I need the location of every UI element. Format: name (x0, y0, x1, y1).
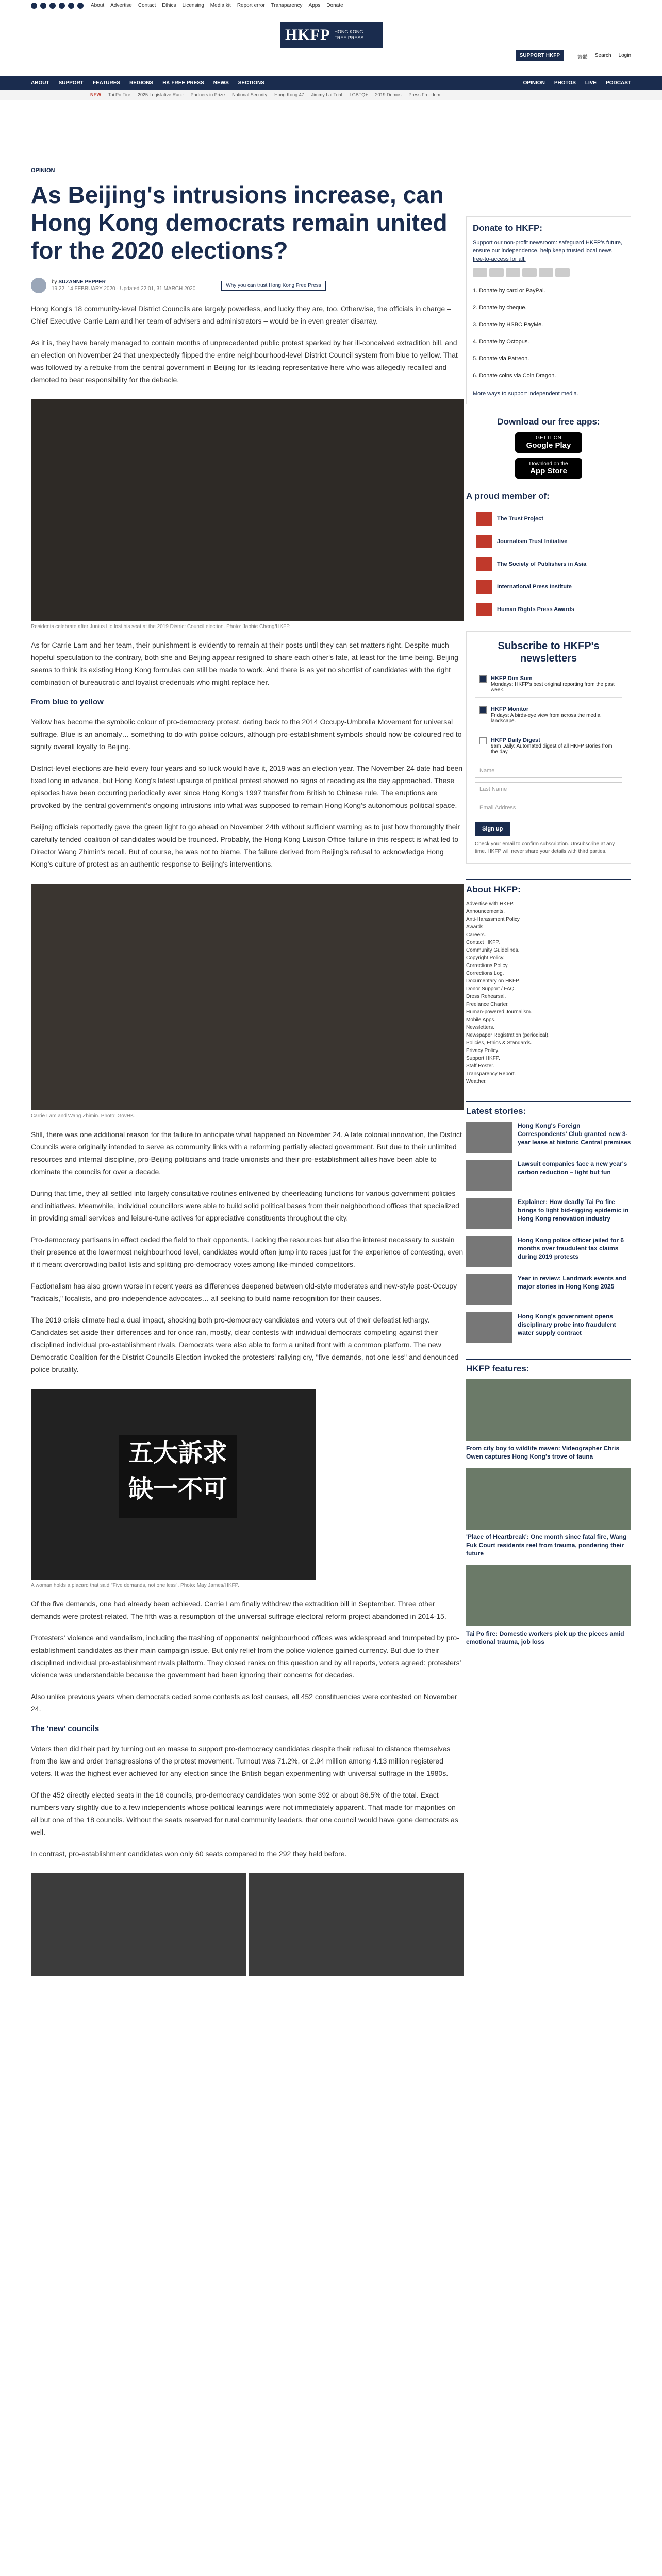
language-link[interactable]: 繁體 (577, 55, 588, 60)
ticker-item[interactable]: National Security (232, 92, 268, 97)
gplay-small: GET IT ON (536, 435, 561, 441)
about-link[interactable]: Advertise with HKFP. (466, 901, 515, 907)
donate-methods (473, 282, 624, 384)
top-link[interactable]: Apps (308, 3, 321, 8)
article-body (31, 302, 464, 1976)
about-link[interactable]: Human-powered Journalism. (466, 1009, 532, 1015)
about-link[interactable]: Support HKFP. (466, 1056, 500, 1061)
feature-image[interactable] (466, 1468, 631, 1530)
sidebar (466, 216, 631, 1653)
image-caption: Carrie Lam and Wang Zhimin. Photo: GovHK. (31, 1113, 136, 1119)
latest-title: Latest stories: (466, 1101, 631, 1116)
member-logo[interactable] (476, 553, 631, 575)
section-label[interactable]: OPINION (31, 165, 464, 174)
paypal-icon (522, 268, 537, 277)
paragraph: Of the five demands, one had already been achieved. Carrie Lam finally withdrew the extradition bill in September. Three other demands were protest-related. The fifth was a resumption of the universal suffrage electoral reform project abandoned in 2014-15. (31, 1600, 446, 1620)
apps-box (466, 417, 631, 479)
site-header (0, 11, 662, 73)
donate-method[interactable]: 3. Donate by HSBC PayMe. (473, 316, 624, 333)
features-box (466, 1359, 631, 1646)
ticker-item[interactable]: 2019 Demos (375, 92, 402, 97)
nav-item[interactable]: SUPPORT (58, 80, 84, 86)
about-link[interactable]: Careers. (466, 932, 486, 938)
newsletter-option[interactable] (475, 733, 622, 759)
payment-icons (473, 268, 624, 277)
story-item[interactable] (466, 1312, 631, 1343)
about-link[interactable]: Transparency Report. (466, 1071, 516, 1077)
checkbox-checked-icon[interactable] (479, 706, 487, 714)
about-link[interactable]: Contact HKFP. (466, 940, 500, 945)
article-image (31, 1389, 316, 1580)
story-thumbnail[interactable] (466, 1312, 512, 1343)
story-title[interactable]: Hong Kong's government opens disciplinary probe into fraudulent water supply contract (518, 1313, 616, 1336)
nav-item[interactable]: LIVE (585, 80, 597, 86)
last-name-field[interactable]: Last Name (475, 782, 622, 796)
top-link[interactable]: Donate (326, 3, 343, 8)
nav-item[interactable]: PODCAST (606, 80, 631, 86)
newsletter-option[interactable] (475, 671, 622, 698)
ticker-item[interactable]: Tai Po Fire (108, 92, 131, 97)
story-thumbnail[interactable] (466, 1160, 512, 1191)
author-name[interactable]: SUZANNE PEPPER (58, 279, 106, 285)
top-link[interactable]: Transparency (271, 3, 303, 8)
placard-text: 五大訴求 缺一不可 (119, 1435, 237, 1518)
nav-item[interactable]: REGIONS (129, 80, 154, 86)
donate-method[interactable]: 2. Donate by cheque. (473, 299, 624, 316)
member-icon (476, 512, 492, 526)
feature-item[interactable] (466, 1565, 631, 1646)
applepay-icon (539, 268, 553, 277)
feature-image[interactable] (466, 1565, 631, 1626)
topic-ticker (0, 90, 662, 100)
social-icons (31, 3, 84, 9)
donate-box (466, 216, 631, 404)
paragraph: As for Carrie Lam and her team, their punishment is evidently to remain at their posts until they can set matters right. Despite much hopeful speculation to the contrary, both she and Beijing appear resigned to share each other's fate, at least for the time being. Beijing seems to think its existing Hong Kong formulas can still be made to work. And there is as yet no shortlist of candidates with the right combination of bureaucratic and loyalist credentials who might replace her. (31, 641, 458, 686)
ticker-new-label: NEW (90, 92, 101, 97)
paragraph: In contrast, pro-establishment candidates won only 60 seats compared to the 292 they held before. (31, 1850, 347, 1858)
about-link[interactable]: Announcements. (466, 909, 505, 914)
member-logo[interactable] (476, 530, 631, 553)
story-thumbnail[interactable] (466, 1198, 512, 1229)
latest-stories (466, 1101, 631, 1343)
member-logo[interactable] (476, 507, 631, 530)
paragraph: Still, there was one additional reason for the failure to anticipate what happened on November 24. A late colonial innovation, the District Councils were originally intended to serve as community links with a reforming partially elected government. But due to their unlimited resources and internal discipline, pro-Beijing politicians and trade unionists and their pro-establishment allies have been able to dominate the councils for over a decade. (31, 1130, 462, 1176)
mastercard-icon (489, 268, 504, 277)
twitter-icon[interactable] (31, 3, 37, 9)
about-link[interactable]: Privacy Policy. (466, 1048, 500, 1054)
appstore-small: Download on the (529, 461, 568, 467)
about-link[interactable]: Corrections Log. (466, 971, 504, 976)
instagram-icon[interactable] (49, 3, 56, 9)
google-play-button[interactable] (515, 432, 582, 453)
feature-title[interactable]: From city boy to wildlife maven: Videographer Chris Owen captures Hong Kong's trove of fauna (466, 1445, 620, 1460)
paragraph: The 2019 crisis climate had a dual impact, shocking both pro-democracy candidates and voters out of their defeatist lethargy. Candidates set aside their differences and for once ran, mostly, clear contests with individual democrats competing against their disciplined individual pro-establishment rivals. Democrats were also able to form a united front with a common platform. The new Democratic Coalition for the District Councils Election invoked the protesters' rallying cry, "five demands, not one less" and denounced police brutality. (31, 1316, 459, 1374)
donate-more-link[interactable]: More ways to support independent media. (473, 391, 578, 397)
story-title[interactable]: Lawsuit companies face a new year's carbon reduction – light but fun (518, 1160, 627, 1176)
member-logo[interactable] (476, 598, 631, 621)
author-avatar (31, 278, 46, 293)
paragraph: District-level elections are held every four years and so luck would have it, 2019 was an election year. The November 24 date had been fixed long in advance, but Hong Kong's latest upsurge of political protest showed no signs of receding as the day approached. These episodes have been occurring periodically ever since Hong Kong's 1997 transfer from British to Chinese rule. The eruptions are provoked by the central government's ongoing intrusions into what was supposed to remain Hong Kong's autonomous political space. (31, 764, 463, 809)
story-title[interactable]: Hong Kong police officer jailed for 6 months over fraudulent tax claims during 2019 protests (518, 1236, 624, 1260)
rss-icon[interactable] (77, 3, 84, 9)
member-icon (476, 557, 492, 571)
newsletter-desc: Fridays: A birds-eye view from across the media landscape. (491, 713, 601, 724)
publish-date: 19:22, 14 FEBRUARY 2020 (52, 286, 115, 292)
about-links (466, 900, 631, 1086)
nav-item[interactable]: SECTIONS (238, 80, 264, 86)
about-link[interactable]: Weather. (466, 1079, 487, 1084)
ticker-item[interactable]: Jimmy Lai Trial (311, 92, 342, 97)
appstore-big: App Store (530, 467, 567, 476)
donate-method[interactable]: 1. Donate by card or PayPal. (473, 282, 624, 299)
about-link[interactable]: Corrections Policy. (466, 963, 509, 969)
about-link[interactable]: Mobile Apps. (466, 1017, 496, 1023)
search-link[interactable]: Search (594, 53, 611, 58)
article-image (31, 399, 464, 621)
about-link[interactable]: Freelance Charter. (466, 1002, 509, 1007)
donate-title: Donate to HKFP: (473, 223, 543, 233)
about-link[interactable]: Newsletters. (466, 1025, 495, 1030)
about-link[interactable]: Anti-Harassment Policy. (466, 917, 521, 922)
about-link[interactable]: Awards. (466, 924, 485, 930)
gplay-big: Google Play (526, 441, 571, 450)
article-image (249, 1873, 464, 1976)
story-item[interactable] (466, 1198, 631, 1229)
feature-title[interactable]: 'Place of Heartbreak': One month since fatal fire, Wang Fuk Court residents reel from trauma, pondering their future (466, 1533, 627, 1557)
feature-title[interactable]: Tai Po fire: Domestic workers pick up the pieces amid emotional trauma, job loss (466, 1630, 624, 1646)
gpay-icon (555, 268, 570, 277)
visa-icon (473, 268, 487, 277)
ticker-item[interactable]: 2025 Legislative Race (138, 92, 184, 97)
about-link[interactable]: Copyright Policy. (466, 955, 505, 961)
member-icon (476, 580, 492, 594)
paragraph: Pro-democracy partisans in effect ceded the field to their opponents. Lacking the resources but also the interest necessary to sustain their presence at the lowermost neighbourhood level, candidates would often jump into races just for the experience of contesting, even if it meant overcrowding ballot lists and splitting pro-democracy votes among like-minded competitors. (31, 1235, 464, 1268)
member-name: Human Rights Press Awards (497, 606, 574, 613)
signup-note: Check your email to confirm subscription. Unsubscribe at any time. HKFP will never share your details with third parties. (475, 841, 615, 854)
checkbox-icon[interactable] (479, 737, 487, 744)
nav-item[interactable]: HK FREE PRESS (162, 80, 204, 86)
member-logo[interactable] (476, 575, 631, 598)
features-title: HKFP features: (466, 1359, 631, 1374)
members-title: A proud member of: (466, 491, 550, 501)
story-thumbnail[interactable] (466, 1122, 512, 1153)
about-link[interactable]: Donor Support / FAQ. (466, 986, 516, 992)
paragraph: Protesters' violence and vandalism, including the trashing of opponents' neighbourhood offices was widespread and trumpeted by pro-establishment candidates as their main campaign issue. But only relief from the police violence gained currency. But due to their disciplined individual pro-establishment rivals platform. They closed ranks on this question and by all reports, voters agreed: protesters' violence was understandable because the government had been ignoring their concerns for decades. (31, 1634, 461, 1679)
image-caption: A woman holds a placard that said "Five demands, not one less". Photo: May James/HKFP. (31, 1583, 239, 1588)
facebook-icon[interactable] (40, 3, 46, 9)
donate-method[interactable]: 4. Donate by Octopus. (473, 333, 624, 350)
top-link[interactable]: Licensing (182, 3, 204, 8)
ticker-item[interactable]: Hong Kong 47 (274, 92, 304, 97)
feature-item[interactable] (466, 1379, 631, 1461)
newsletter-desc: Mondays: HKFP's best original reporting from the past week. (491, 682, 615, 693)
top-link[interactable]: Advertise (110, 3, 132, 8)
paragraph: Voters then did their part by turning out en masse to support pro-democracy candidates despite their refusal to distance themselves from the law and order transgressions of the protest movement. Turnout was 71.2%, or 2.94 million among 4.13 million registered voters. It was the highest ever achieved for any election since the British began experimenting with universal suffrage in the 1980s. (31, 1744, 451, 1777)
byline (31, 278, 464, 293)
top-links (91, 3, 343, 8)
top-link[interactable]: Ethics (162, 3, 176, 8)
amex-icon (506, 268, 520, 277)
member-name: The Trust Project (497, 516, 543, 522)
paragraph: Of the 452 directly elected seats in the 18 councils, pro-democracy candidates won some 392 or about 86.5% of the total. Exact numbers vary slightly due to a few independents whose political leanings were not immediately apparent. That made for majorities on all but one of the 18 councils. Without the seats reserved for rural community leaders, that one council would have gone democrats as well. (31, 1791, 458, 1836)
newsletter-name: HKFP Monitor (491, 706, 529, 713)
updated-date: Updated 22:01, 31 MARCH 2020 (120, 286, 196, 292)
story-item[interactable] (466, 1160, 631, 1191)
byline-text: by SUZANNE PEPPER 19:22, 14 FEBRUARY 2020 · Updated 22:01, 31 MARCH 2020 (52, 279, 196, 292)
nav-item[interactable]: FEATURES (92, 80, 121, 86)
article-image (31, 884, 464, 1110)
about-link[interactable]: Dress Rehearsal. (466, 994, 506, 999)
header-right-links (577, 53, 631, 60)
email-field[interactable]: Email Address (475, 801, 622, 815)
story-title[interactable]: Explainer: How deadly Tai Po fire brings to light bid-rigging epidemic in Hong Kong renovation industry (518, 1198, 629, 1222)
story-title[interactable]: Year in review: Landmark events and major stories in Hong Kong 2025 (518, 1275, 626, 1290)
story-thumbnail[interactable] (466, 1236, 512, 1267)
top-link[interactable]: Media kit (210, 3, 231, 8)
newsletter-name: HKFP Daily Digest (491, 737, 540, 743)
top-link[interactable]: Contact (138, 3, 156, 8)
paragraph: Yellow has become the symbolic colour of pro-democracy protest, dating back to the 2014 Occupy-Umbrella Movement for universal suffrage. Blue is an anomaly… something to do with police colours, although pro-establishment symbols should now be coloured red to signify overall loyalty to Beijing. (31, 718, 462, 751)
ticker-item[interactable]: Press Freedom (408, 92, 441, 97)
about-link[interactable]: Newspaper Registration (periodical). (466, 1032, 550, 1038)
article-title: As Beijing's intrusions increase, can Hong Kong democrats remain united for the 2020 elections? (31, 181, 448, 264)
about-link[interactable]: Documentary on HKFP. (466, 978, 520, 984)
top-bar (0, 0, 662, 11)
newsletter-box (466, 631, 631, 864)
nav-item[interactable]: OPINION (523, 80, 545, 86)
top-link[interactable]: Report error (237, 3, 265, 8)
checkbox-checked-icon[interactable] (479, 675, 487, 683)
author-by: by (52, 279, 57, 285)
image-caption: Residents celebrate after Junius Ho lost his seat at the 2019 District Council election. Photo: Jabbie Cheng/HKFP. (31, 624, 291, 630)
newsletter-desc: 9am Daily: Automated digest of all HKFP stories from the day. (491, 743, 613, 755)
story-title[interactable]: Hong Kong's Foreign Correspondents' Club granted new 3-year lease at historic Central premises (518, 1122, 631, 1146)
paragraph: Also unlike previous years when democrats ceded some contests as lost causes, all 452 constituencies were contested on November 24. (31, 1692, 457, 1713)
first-name-field[interactable]: Name (475, 764, 622, 778)
about-link[interactable]: Community Guidelines. (466, 947, 520, 953)
nav-item[interactable]: PHOTOS (554, 80, 576, 86)
subheading: The 'new' councils (31, 1724, 100, 1733)
support-button[interactable]: SUPPORT HKFP (516, 50, 564, 61)
signup-button[interactable]: Sign up (475, 822, 510, 836)
article (31, 165, 464, 1976)
story-item[interactable] (466, 1122, 631, 1153)
about-title: About HKFP: (466, 879, 631, 895)
trust-link[interactable]: Why you can trust Hong Kong Free Press (221, 281, 326, 291)
paragraph: Hong Kong's 18 community-level District Councils are largely powerless, and lucky they are, too. Otherwise, the officials in charge – Chief Executive Carrie Lam and her team of advisers and administrators – would be in even greater disarray. (31, 304, 451, 325)
app-store-button[interactable] (515, 458, 582, 479)
about-link[interactable]: Staff Roster. (466, 1063, 494, 1069)
nav-item[interactable]: ABOUT (31, 80, 49, 86)
paragraph: As it is, they have barely managed to contain months of unprecedented public protest sparked by her ill-conceived extradition bill, and an election on November 24 that unexpectedly flipped the entire neighbourhood-level District Council system from blue to yellow. That was followed by a rebuke from the central government in Beijing for its leading representative here who was allegedly recalled and demoted to bear responsibility for the debacle. (31, 338, 458, 384)
subheading: From blue to yellow (31, 698, 104, 706)
paragraph: During that time, they all settled into largely consultative routines enlivened by cheerleading functions for various government policies and initiatives. Meanwhile, individual councillors were able to build solid political bases from their neighborhood offices that specialized in providing small services and leisure-tune actives for appreciative constituents throughout the city. (31, 1189, 459, 1222)
nav-item[interactable]: NEWS (213, 80, 229, 86)
newsletter-name: HKFP Dim Sum (491, 675, 533, 682)
member-icon (476, 603, 492, 616)
logo-subtext (334, 29, 363, 41)
youtube-icon[interactable] (59, 3, 65, 9)
about-box (466, 879, 631, 1086)
feature-item[interactable] (466, 1468, 631, 1557)
story-thumbnail[interactable] (466, 1274, 512, 1305)
member-name: The Society of Publishers in Asia (497, 561, 587, 567)
newsletter-option[interactable] (475, 702, 622, 728)
donate-method[interactable]: 5. Donate via Patreon. (473, 350, 624, 367)
paragraph: Factionalism has also grown worse in recent years as differences deepened between old-style moderates and new-style post-Occupy "radicals," localists, and pro-independence advocates… all seeking to build name-recognition for their causes. (31, 1282, 457, 1302)
main-nav (0, 76, 662, 90)
member-icon (476, 535, 492, 548)
site-logo[interactable] (280, 22, 383, 48)
donate-method[interactable]: 6. Donate coins via Coin Dragon. (473, 367, 624, 384)
telegram-icon[interactable] (68, 3, 74, 9)
ticker-item[interactable]: LGBTQ+ (349, 92, 368, 97)
apps-title: Download our free apps: (497, 417, 600, 427)
article-image (31, 1873, 246, 1976)
login-link[interactable]: Login (618, 53, 631, 58)
member-name: International Press Institute (497, 584, 572, 590)
feature-image[interactable] (466, 1379, 631, 1441)
paragraph: Beijing officials reportedly gave the green light to go ahead on November 24th without sufficient warning as to just how thoroughly their carefully tended coalition of candidates would be trounced. Probably, the Hong Kong Liaison Office failure in this respect is what led to Director Wang Zhimin's recall. But of course, he was not to blame. The failure derived from Beijing's refusal to acknowledge Hong Kong's culture of protest as an authentic response to Beijing's interventions. (31, 823, 460, 868)
ticker-item[interactable]: Partners in Prize (190, 92, 225, 97)
logo-line-1: HONG KONG (334, 29, 363, 35)
logo-text: HKFP (285, 26, 330, 43)
members-box (466, 491, 631, 621)
article-image-pair (31, 1873, 464, 1976)
logo-line-2: FREE PRESS (334, 35, 364, 40)
about-link[interactable]: Policies, Ethics & Standards. (466, 1040, 532, 1046)
top-link[interactable]: About (91, 3, 105, 8)
donate-text[interactable]: Support our non-profit newsroom: safeguard HKFP's future, ensure our independence, help keep trusted local news free-to-access for all. (473, 240, 623, 262)
member-name: Journalism Trust Initiative (497, 538, 568, 545)
newsletter-title: Subscribe to HKFP's newsletters (498, 640, 600, 664)
story-item[interactable] (466, 1236, 631, 1267)
story-item[interactable] (466, 1274, 631, 1305)
